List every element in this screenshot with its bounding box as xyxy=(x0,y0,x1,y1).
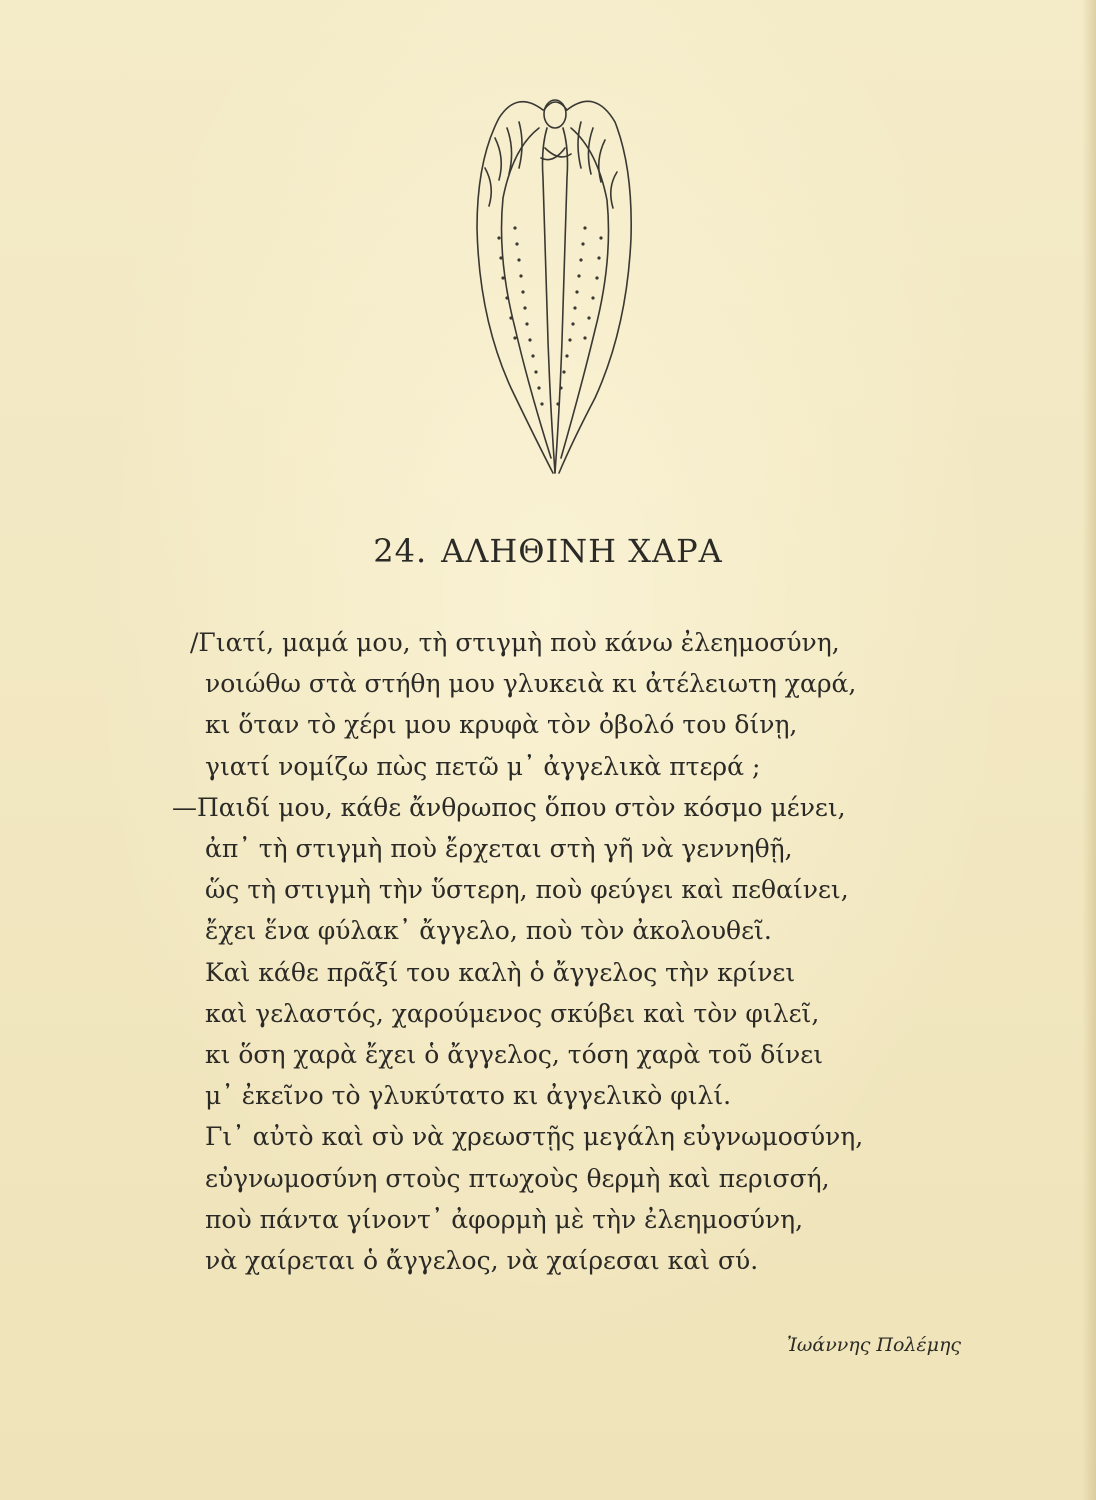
poem-line: κι ὅση χαρὰ ἔχει ὁ ἄγγελος, τόση χαρὰ τοῦ δίνει xyxy=(205,1040,824,1069)
poem-title xyxy=(0,532,1096,570)
poem-line: νὰ χαίρεται ὁ ἄγγελος, νὰ χαίρεσαι καὶ σύ. xyxy=(205,1246,759,1275)
poem-body xyxy=(0,628,1096,1288)
poem-line: Καὶ κάθε πρᾶξί του καλὴ ὁ ἄγγελος τὴν κρίνει xyxy=(205,958,796,987)
poem-line: ἀπ᾿ τὴ στιγμὴ ποὺ ἔρχεται στὴ γῆ νὰ γεννηθῇ, xyxy=(205,834,793,863)
poem-line: ὥς τὴ στιγμὴ τὴν ὕστερη, ποὺ φεύγει καὶ πεθαίνει, xyxy=(205,875,849,904)
poem-number: 24. xyxy=(373,532,428,570)
poem-line: καὶ γελαστός, χαρούμενος σκύβει καὶ τὸν φιλεῖ, xyxy=(205,999,820,1028)
poem-line: /Γιατί, μαμά μου, τὴ στιγμὴ ποὺ κάνω ἐλεημοσύνη, xyxy=(190,628,840,657)
poem-line: γιατί νομίζω πὼς πετῶ μ᾿ ἀγγελικὰ πτερά ; xyxy=(205,752,761,781)
poem-line: Γι᾿ αὐτὸ καὶ σὺ νὰ χρεωστῇς μεγάλη εὐγνωμοσύνη, xyxy=(205,1122,864,1151)
poem-line: εὐγνωμοσύνη στοὺς πτωχοὺς θερμὴ καὶ περισσή, xyxy=(205,1164,830,1193)
angel-icon xyxy=(455,88,645,478)
poem-title-text: ΑΛΗΘΙΝΗ ΧΑΡΑ xyxy=(441,532,723,570)
author-signature: Ἰωάννης Πολέμης xyxy=(786,1334,961,1356)
poem-line: νοιώθω στὰ στήθη μου γλυκειὰ κι ἀτέλειωτη χαρά, xyxy=(205,669,857,698)
poem-line: ποὺ πάντα γίνοντ᾿ ἀφορμὴ μὲ τὴν ἐλεημοσύνη, xyxy=(205,1205,804,1234)
poem-line: —Παιδί μου, κάθε ἄνθρωπος ὅπου στὸν κόσμο μένει, xyxy=(172,793,846,822)
poem-line: ἔχει ἕνα φύλακ᾿ ἄγγελο, ποὺ τὸν ἀκολουθεῖ. xyxy=(205,916,772,945)
poem-line: κι ὅταν τὸ χέρι μου κρυφὰ τὸν ὀβολό του δίνῃ, xyxy=(205,710,798,739)
poem-line: μ᾿ ἐκεῖνο τὸ γλυκύτατο κι ἀγγελικὸ φιλί. xyxy=(205,1081,732,1110)
